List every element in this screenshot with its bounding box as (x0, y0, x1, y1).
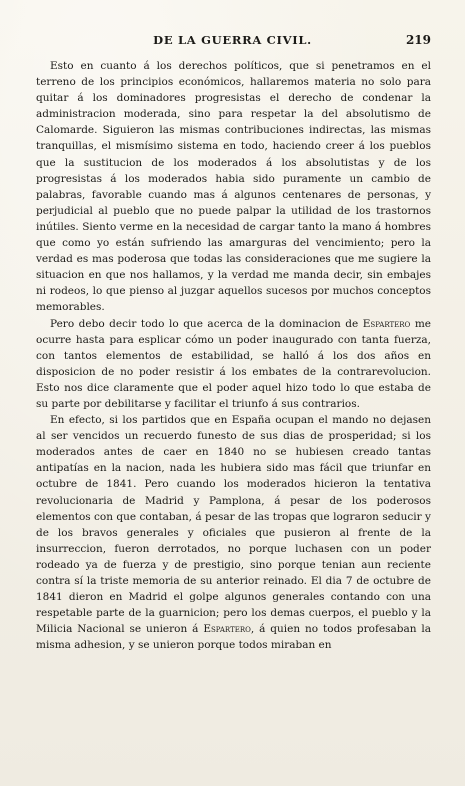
paragraph-1: Esto en cuanto á los derechos políticos, que si penetramos en el terreno de los principios económicos, hallaremos materia no solo para quitar á los dominadores progresistas el derecho de condenar la administracion moderada, sino para respetar la del absolutismo de Calomarde. Siguieron las mismas contribuciones indirectas, las mismas tranquillas, el mismísimo sistema en todo, haciendo creer á los pueblos que la sustitucion de los moderados á los absolutistas y de los progresistas á los moderados habia sido puramente un cambio de palabras, favorable cuando mas á algunos centenares de personas, y perjudicial al pueblo que no puede palpar la utilidad de los trastornos inútiles. Siento verme en la necesidad de cargar tanto la mano á hombres que como yo están sufriendo las amarguras del vencimiento; pero la verdad es mas poderosa que todas las consideraciones que me sugiere la situacion en que nos hallamos, y la verdad me manda decir, sin embajes ni rodeos, lo que pienso al juzgar aquellos sucesos por muchos conceptos memorables. (36, 60, 431, 314)
paragraph-2-part-1: Pero debo decir todo lo que acerca de la dominacion de (50, 317, 363, 330)
paragraph-3-part-2: , á quien no todos profesaban la misma adhesion, y se unieron porque todos miraban en (36, 623, 431, 652)
page-header (36, 33, 431, 55)
paragraph-2-part-2: me ocurre hasta para esplicar cómo un poder inaugurado con tanta fuerza, con tantos elementos de estabilidad, se halló á los dos años en disposicion de no poder resistir á los embates de la contrarevolucion. Esto nos dice claramente que el poder aquel hizo todo lo que estaba de su parte por debilitarse y facilitar el triunfo á sus contrarios. (36, 317, 431, 410)
body-text (36, 58, 431, 653)
paragraph-3 (36, 412, 431, 653)
page-number: 219 (405, 33, 431, 47)
running-title: DE LA GUERRA CIVIL. (153, 33, 312, 47)
name-espartero: Espartero (362, 317, 411, 330)
paragraph-2 (36, 316, 431, 413)
name-espartero: Espartero (203, 623, 251, 636)
paragraph-3-part-1: En efecto, si los partidos que en España ocupan el mando no dejasen al ser vencidos un recuerdo funesto de sus dias de prosperidad; si los moderados antes de caer en 1840 no se hubiesen creado tantas antipatías en la nacion, nada les hubiera sido mas fácil que triunfar en octubre de 1841. Pero cuando los moderados hicieron la tentativa revolucionaria de Madrid y Pamplona, á pesar de los poderosos elementos con que contaban, á pesar de las tropas que lograron seducir y de los bravos generales y oficiales que pusieron al frente de la insurreccion, fueron derrotados, no porque luchasen con un poder rodeado ya de fuerza y de prestigio, sino porque tenian aun reciente contra sí la triste memoria de su anterior reinado. El dia 7 de octubre de 1841 dieron en Madrid el golpe algunos generales contando con una respetable parte de la guarnicion; pero los demas cuerpos, el pueblo y la Milicia Nacional se unieron á (36, 414, 431, 636)
